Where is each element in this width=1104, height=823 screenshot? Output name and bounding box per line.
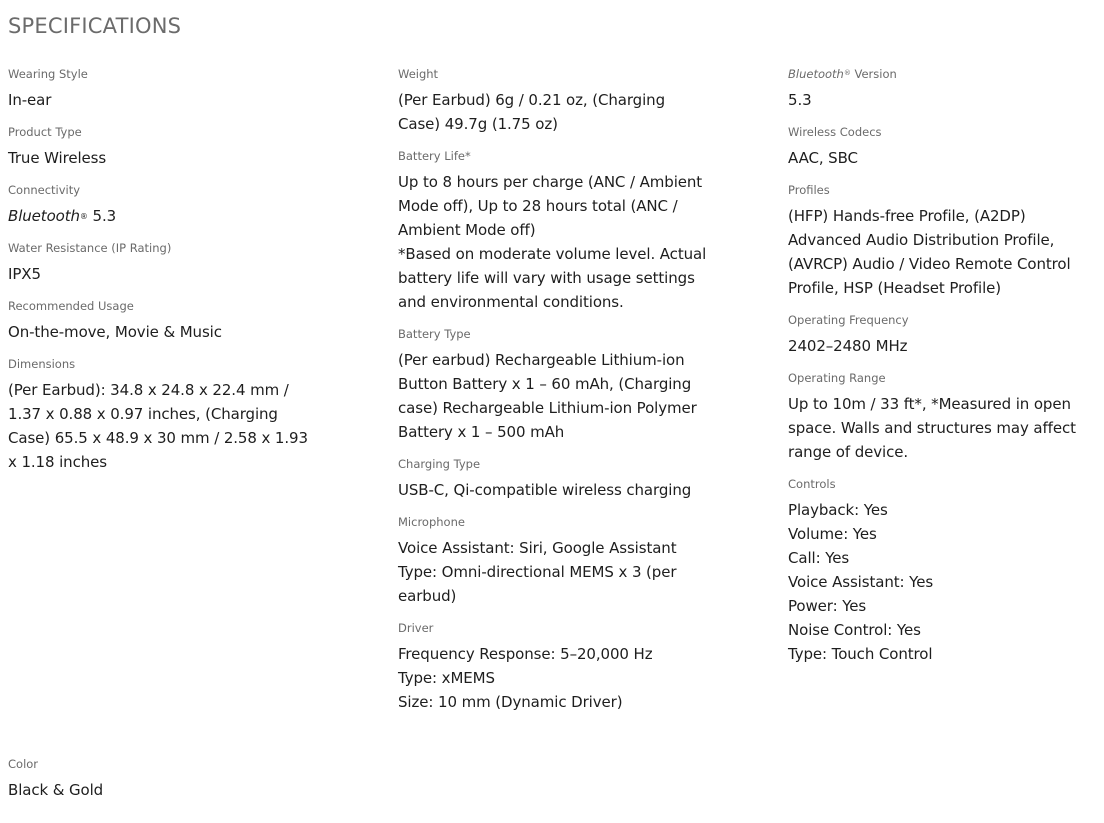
spec-label: Microphone bbox=[398, 515, 465, 529]
spec-value-line: Noise Control: Yes bbox=[788, 621, 921, 639]
spec-product-type bbox=[8, 124, 338, 170]
spec-battery-type bbox=[398, 326, 728, 444]
spec-profiles bbox=[788, 182, 1094, 300]
spec-label-rest: Version bbox=[850, 67, 897, 81]
spec-value-line: (HFP) Hands-free Profile, (A2DP) bbox=[788, 207, 1026, 225]
spec-value: USB-C, Qi-compatible wireless charging bbox=[398, 481, 692, 499]
spec-value-line: battery life will vary with usage settings bbox=[398, 269, 695, 287]
spec-value: IPX5 bbox=[8, 265, 41, 283]
spec-value: In-ear bbox=[8, 91, 52, 109]
bluetooth-brand-text: Bluetooth bbox=[788, 67, 844, 81]
bluetooth-brand-text: Bluetooth bbox=[8, 207, 80, 225]
spec-value: On-the-move, Movie & Music bbox=[8, 323, 222, 341]
spec-value-line: Voice Assistant: Yes bbox=[788, 573, 934, 591]
spec-value-line: (AVRCP) Audio / Video Remote Control bbox=[788, 255, 1071, 273]
spec-label: Weight bbox=[398, 67, 439, 81]
spec-label: Operating Range bbox=[788, 371, 886, 385]
spec-value-line: Button Battery x 1 – 60 mAh, (Charging bbox=[398, 375, 692, 393]
spec-value bbox=[398, 170, 728, 314]
spec-value-line: *Based on moderate volume level. Actual bbox=[398, 245, 707, 263]
spec-wireless-codecs bbox=[788, 124, 1094, 170]
spec-label: Color bbox=[8, 757, 39, 771]
spec-value-line: Type: xMEMS bbox=[398, 669, 495, 687]
spec-value-line: Battery x 1 – 500 mAh bbox=[398, 423, 565, 441]
spec-label bbox=[788, 66, 1094, 82]
spec-value-rest: 5.3 bbox=[87, 207, 117, 225]
spec-value-line: Case) 65.5 x 48.9 x 30 mm / 2.58 x 1.93 bbox=[8, 429, 308, 447]
spec-value-line: Mode off), Up to 28 hours total (ANC / bbox=[398, 197, 678, 215]
spec-value: True Wireless bbox=[8, 149, 107, 167]
spec-value-line: range of device. bbox=[788, 443, 909, 461]
spec-column-3 bbox=[788, 66, 1094, 678]
spec-value-line: Advanced Audio Distribution Profile, bbox=[788, 231, 1055, 249]
spec-value-line: Playback: Yes bbox=[788, 501, 888, 519]
spec-value bbox=[398, 348, 728, 444]
spec-value bbox=[8, 378, 338, 474]
spec-value: 5.3 bbox=[788, 91, 812, 109]
spec-label: Water Resistance (IP Rating) bbox=[8, 241, 172, 255]
spec-value-line: space. Walls and structures may affect bbox=[788, 419, 1076, 437]
spec-driver bbox=[398, 620, 728, 714]
spec-value-line: (Per earbud) Rechargeable Lithium-ion bbox=[398, 351, 685, 369]
spec-value-line: (Per Earbud): 34.8 x 24.8 x 22.4 mm / bbox=[8, 381, 289, 399]
spec-value bbox=[788, 498, 1094, 666]
spec-value-line: case) Rechargeable Lithium-ion Polymer bbox=[398, 399, 697, 417]
spec-value-line: Ambient Mode off) bbox=[398, 221, 536, 239]
spec-recommended-usage bbox=[8, 298, 338, 344]
spec-value bbox=[8, 204, 338, 228]
spec-value-line: Power: Yes bbox=[788, 597, 867, 615]
spec-value: Black & Gold bbox=[8, 781, 104, 799]
spec-weight bbox=[398, 66, 728, 136]
spec-label: Recommended Usage bbox=[8, 299, 134, 313]
spec-value-line: Voice Assistant: Siri, Google Assistant bbox=[398, 539, 677, 557]
spec-value bbox=[398, 88, 728, 136]
spec-value-line: Volume: Yes bbox=[788, 525, 877, 543]
page-title: SPECIFICATIONS bbox=[8, 14, 182, 38]
spec-label: Battery Life* bbox=[398, 149, 471, 163]
spec-value: AAC, SBC bbox=[788, 149, 858, 167]
spec-dimensions bbox=[8, 356, 338, 474]
spec-value-line: Up to 8 hours per charge (ANC / Ambient bbox=[398, 173, 703, 191]
spec-bluetooth-version bbox=[788, 66, 1094, 112]
spec-value bbox=[788, 392, 1094, 464]
spec-label: Battery Type bbox=[398, 327, 471, 341]
spec-label: Operating Frequency bbox=[788, 313, 909, 327]
spec-label: Wireless Codecs bbox=[788, 125, 882, 139]
spec-value-line: Type: Omni-directional MEMS x 3 (per bbox=[398, 563, 677, 581]
spec-column-1 bbox=[8, 66, 338, 486]
spec-color bbox=[8, 756, 338, 802]
registered-mark: ® bbox=[79, 212, 88, 221]
spec-column-2 bbox=[398, 66, 728, 726]
spec-microphone bbox=[398, 514, 728, 608]
spec-value-line: Type: Touch Control bbox=[788, 645, 933, 663]
spec-label: Product Type bbox=[8, 125, 82, 139]
spec-value-line: Size: 10 mm (Dynamic Driver) bbox=[398, 693, 623, 711]
spec-value-line: (Per Earbud) 6g / 0.21 oz, (Charging bbox=[398, 91, 665, 109]
spec-value-line: earbud) bbox=[398, 587, 457, 605]
spec-battery-life bbox=[398, 148, 728, 314]
spec-value bbox=[398, 642, 728, 714]
spec-label: Wearing Style bbox=[8, 67, 88, 81]
spec-value-line: Up to 10m / 33 ft*, *Measured in open bbox=[788, 395, 1071, 413]
spec-value-line: Profile, HSP (Headset Profile) bbox=[788, 279, 1002, 297]
spec-value-line: and environmental conditions. bbox=[398, 293, 624, 311]
registered-mark: ® bbox=[843, 69, 851, 77]
spec-value-line: Call: Yes bbox=[788, 549, 850, 567]
spec-controls bbox=[788, 476, 1094, 666]
spec-wearing-style bbox=[8, 66, 338, 112]
spec-value-line: Frequency Response: 5–20,000 Hz bbox=[398, 645, 653, 663]
spec-value bbox=[788, 204, 1094, 300]
spec-connectivity bbox=[8, 182, 338, 228]
spec-label: Profiles bbox=[788, 183, 830, 197]
spec-charging-type bbox=[398, 456, 728, 502]
spec-value-line: x 1.18 inches bbox=[8, 453, 107, 471]
spec-label: Connectivity bbox=[8, 183, 81, 197]
spec-water-resistance bbox=[8, 240, 338, 286]
spec-label: Driver bbox=[398, 621, 434, 635]
spec-operating-range bbox=[788, 370, 1094, 464]
spec-value-line: Case) 49.7g (1.75 oz) bbox=[398, 115, 558, 133]
spec-value bbox=[398, 536, 728, 608]
spec-label: Charging Type bbox=[398, 457, 481, 471]
spec-label: Dimensions bbox=[8, 357, 76, 371]
spec-value-line: 1.37 x 0.88 x 0.97 inches, (Charging bbox=[8, 405, 278, 423]
spec-value: 2402–2480 MHz bbox=[788, 337, 908, 355]
spec-operating-frequency bbox=[788, 312, 1094, 358]
spec-label: Controls bbox=[788, 477, 836, 491]
